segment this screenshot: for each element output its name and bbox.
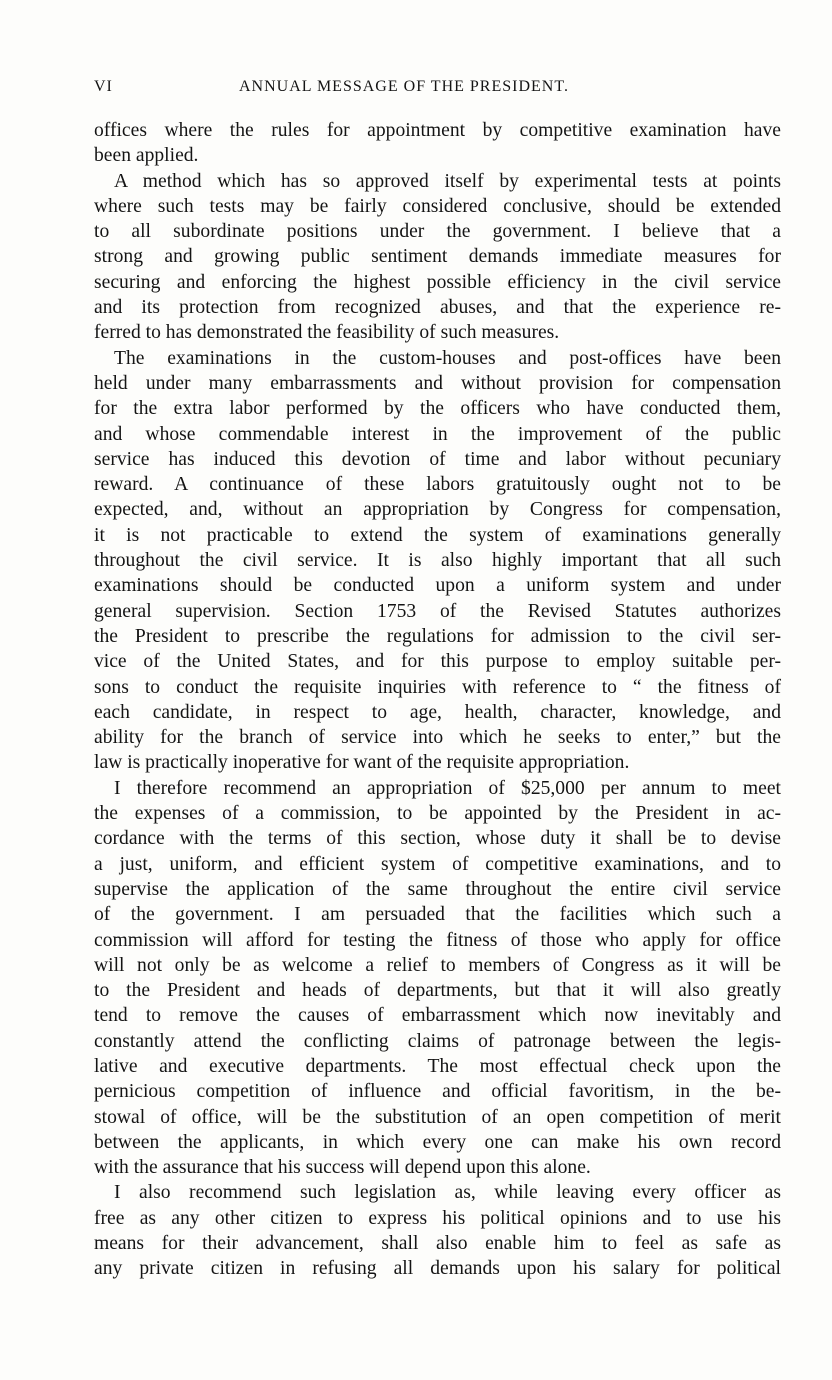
text-line: a just, uniform, and efficient system of competitive examinations, and to (94, 853, 781, 875)
text-line: pernicious competition of influence and official favoritism, in the be- (94, 1081, 781, 1103)
text-line: ferred to has demonstrated the feasibility of such measures. (94, 322, 560, 344)
text-line: where such tests may be fairly considered conclusive, should be extended (94, 195, 781, 217)
text-line: to the President and heads of departments, but that it will also greatly (94, 980, 781, 1002)
text-line: reward. A continuance of these labors gratuitously ought not to be (94, 474, 781, 496)
text-line: stowal of office, will be the substitution of an open competition of merit (94, 1106, 781, 1128)
text-line: to all subordinate positions under the government. I believe that a (94, 221, 781, 243)
text-line: tend to remove the causes of embarrassment which now inevitably and (94, 1005, 781, 1027)
text-line: of the government. I am persuaded that the facilities which such a (94, 904, 781, 926)
text-line: any private citizen in refusing all demands upon his salary for political (94, 1258, 781, 1280)
text-line: free as any other citizen to express his political opinions and to use his (94, 1207, 781, 1229)
text-line: cordance with the terms of this section, whose duty it shall be to devise (94, 828, 781, 850)
text-line: law is practically inoperative for want of the requisite appropriation. (94, 752, 630, 774)
text-line: and whose commendable interest in the improvement of the public (94, 423, 781, 445)
page-number: VI (94, 78, 113, 95)
text-line: lative and executive departments. The most effectual check upon the (94, 1055, 781, 1077)
text-line: vice of the United States, and for this purpose to employ suitable per- (94, 651, 781, 673)
paragraph-first-line: A method which has so approved itself by experimental tests at points (114, 170, 781, 192)
text-line: supervise the application of the same throughout the entire civil service (94, 878, 781, 900)
paragraph-first-line: I also recommend such legislation as, while leaving every officer as (114, 1182, 781, 1204)
running-title: ANNUAL MESSAGE OF THE PRESIDENT. (239, 78, 569, 95)
text-line: throughout the civil service. It is also highly important that all such (94, 550, 781, 572)
text-line: held under many embarrassments and without provision for compensation (94, 372, 781, 394)
paragraph-first-line: The examinations in the custom-houses and post-offices have been (114, 347, 781, 369)
text-line: it is not practicable to extend the system of examinations generally (94, 524, 781, 546)
text-line: means for their advancement, shall also enable him to feel as safe as (94, 1233, 781, 1255)
text-line: for the extra labor performed by the officers who have conducted them, (94, 398, 781, 420)
text-line: service has induced this devotion of time and labor without pecuniary (94, 448, 781, 470)
text-line: each candidate, in respect to age, health, character, knowledge, and (94, 701, 781, 723)
text-line: and its protection from recognized abuses, and that the experience re- (94, 297, 781, 319)
text-line: commission will afford for testing the fitness of those who apply for office (94, 929, 781, 951)
body-text (94, 118, 781, 1282)
text-line: been applied. (94, 145, 199, 167)
text-line: ability for the branch of service into which he seeks to enter,” but the (94, 727, 781, 749)
text-line: constantly attend the conflicting claims of patronage between the legis- (94, 1030, 781, 1052)
text-line: offices where the rules for appointment by competitive examination have (94, 120, 781, 141)
running-head (94, 78, 784, 100)
text-line: examinations should be conducted upon a uniform system and under (94, 575, 781, 597)
text-line: securing and enforcing the highest possible efficiency in the civil service (94, 271, 781, 293)
text-line: the President to prescribe the regulations for admission to the civil ser- (94, 625, 781, 647)
text-line: will not only be as welcome a relief to members of Congress as it will be (94, 954, 781, 976)
text-line: the expenses of a commission, to be appointed by the President in ac- (94, 803, 781, 825)
text-line: expected, and, without an appropriation by Congress for compensation, (94, 499, 781, 521)
text-line: sons to conduct the requisite inquiries with reference to “ the fitness of (94, 676, 781, 698)
text-line: with the assurance that his success will depend upon this alone. (94, 1157, 591, 1179)
paragraph-first-line: I therefore recommend an appropriation of $25,000 per annum to meet (114, 777, 781, 799)
text-line: between the applicants, in which every one can make his own record (94, 1131, 781, 1153)
text-line: strong and growing public sentiment demands immediate measures for (94, 246, 781, 268)
text-line: general supervision. Section 1753 of the Revised Statutes authorizes (94, 600, 781, 622)
